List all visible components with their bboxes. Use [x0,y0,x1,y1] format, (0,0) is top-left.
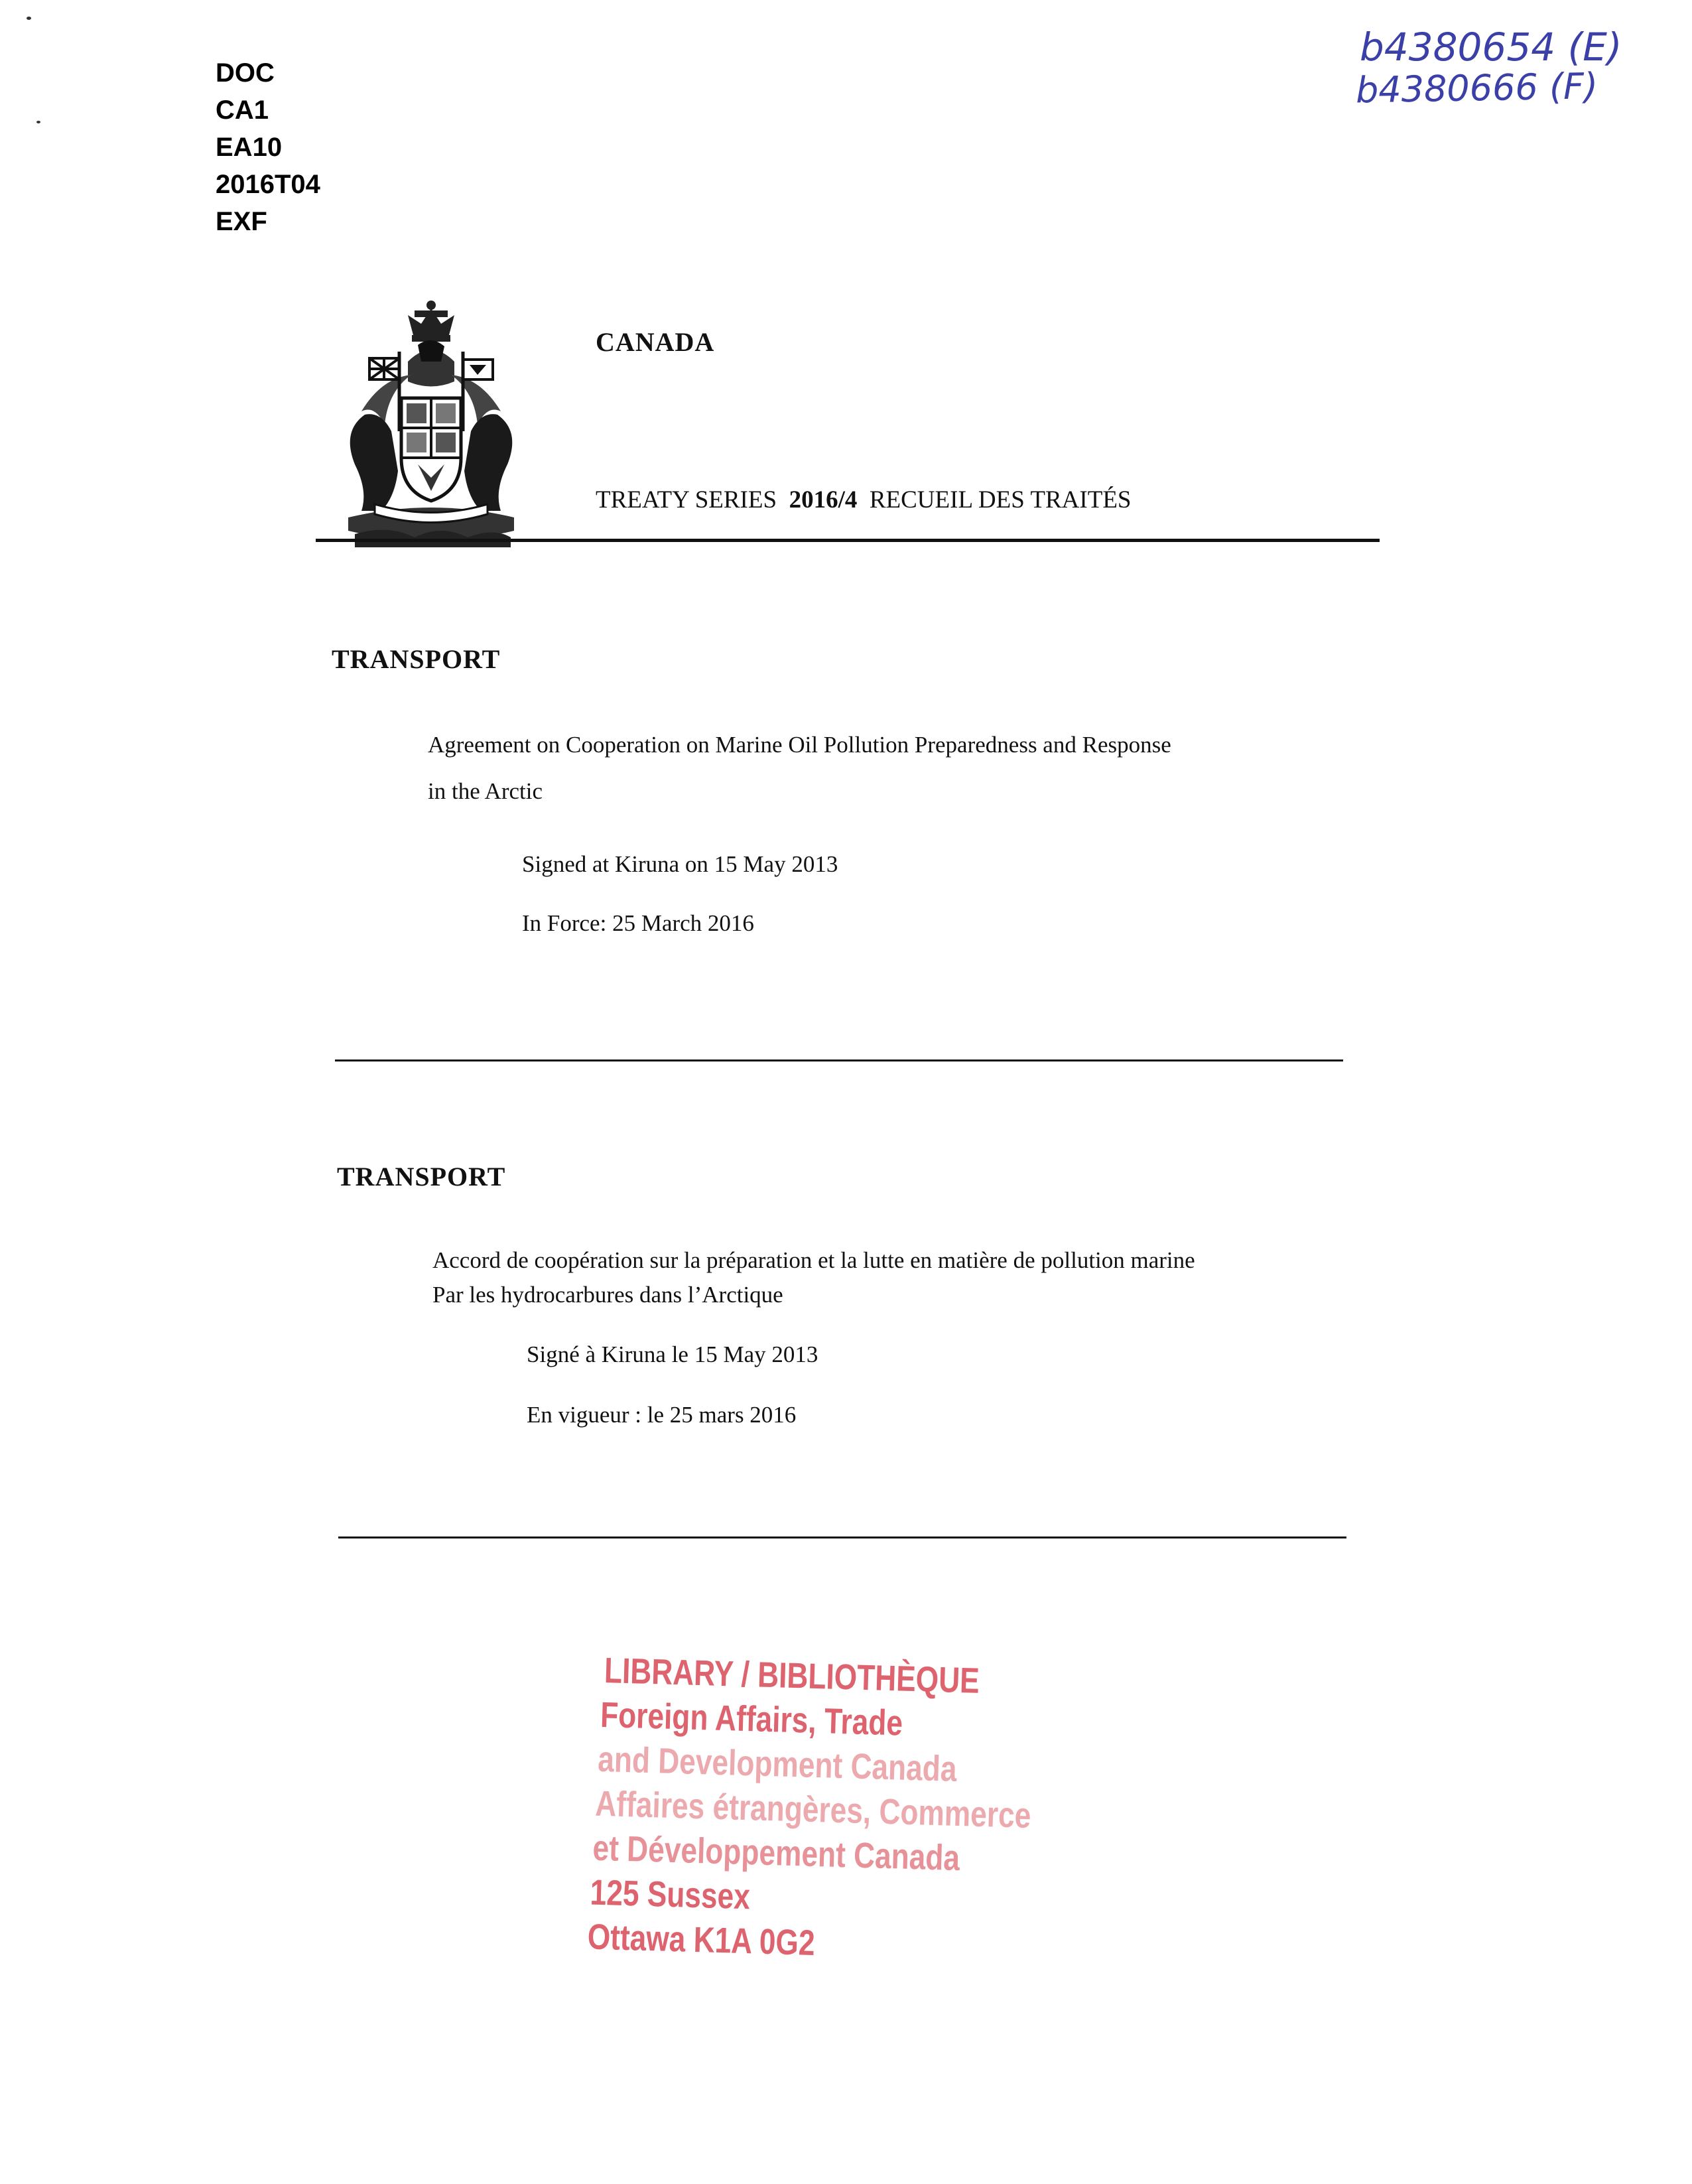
signed-date: Signed at Kiruna on 15 May 2013 [522,851,838,877]
series-label-french: RECUEIL DES TRAITÉS [869,486,1132,513]
call-number-line: 2016T04 [216,170,320,199]
accord-title-line: Par les hydrocarbures dans l’Arctique [432,1282,783,1308]
series-number: 2016/4 [789,486,858,513]
in-force-date: In Force: 25 March 2016 [522,910,754,936]
stamp-line: LIBRARY / BIBLIOTHÈQUE [604,1650,980,1701]
stamp-line: Ottawa K1A 0G2 [587,1917,816,1964]
call-number [216,54,320,240]
call-number-line: EXF [216,207,267,236]
scan-speck [36,121,40,123]
scan-speck [27,17,31,20]
signed-date-french: Signé à Kiruna le 15 May 2013 [527,1341,818,1367]
call-number-line: DOC [216,58,275,88]
library-stamp [587,1649,1131,1974]
stamp-line: Affaires étrangères, Commerce [594,1783,1032,1836]
section-heading-english: TRANSPORT [332,644,501,674]
agreement-title-line: in the Arctic [428,778,543,804]
stamp-line: Foreign Affairs, Trade [600,1694,903,1743]
agreement-title-line: Agreement on Cooperation on Marine Oil Pollution Preparedness and Response [428,732,1171,758]
header-divider [316,539,1380,542]
in-force-date-french: En vigueur : le 25 mars 2016 [527,1402,797,1428]
section-divider [335,1059,1343,1061]
handwritten-line: b4380654 (E) [1360,25,1622,70]
treaty-series-line [596,486,1132,514]
stamp-line: et Développement Canada [592,1828,960,1879]
coat-of-arms-of-canada-icon [335,299,527,551]
section-heading-french: TRANSPORT [337,1162,506,1192]
call-number-line: EA10 [216,133,283,162]
stamp-line: 125 Sussex [589,1872,751,1917]
handwritten-line: b4380666 (F) [1355,65,1598,111]
section-divider [338,1536,1346,1538]
handwritten-note [1355,25,1622,111]
series-label-english: TREATY SERIES [596,486,777,513]
accord-title-line: Accord de coopération sur la préparation et la lutte en matière de pollution marine [432,1247,1195,1273]
country-title: CANADA [596,327,715,357]
call-number-line: CA1 [216,96,269,125]
stamp-line: and Development Canada [597,1739,958,1789]
